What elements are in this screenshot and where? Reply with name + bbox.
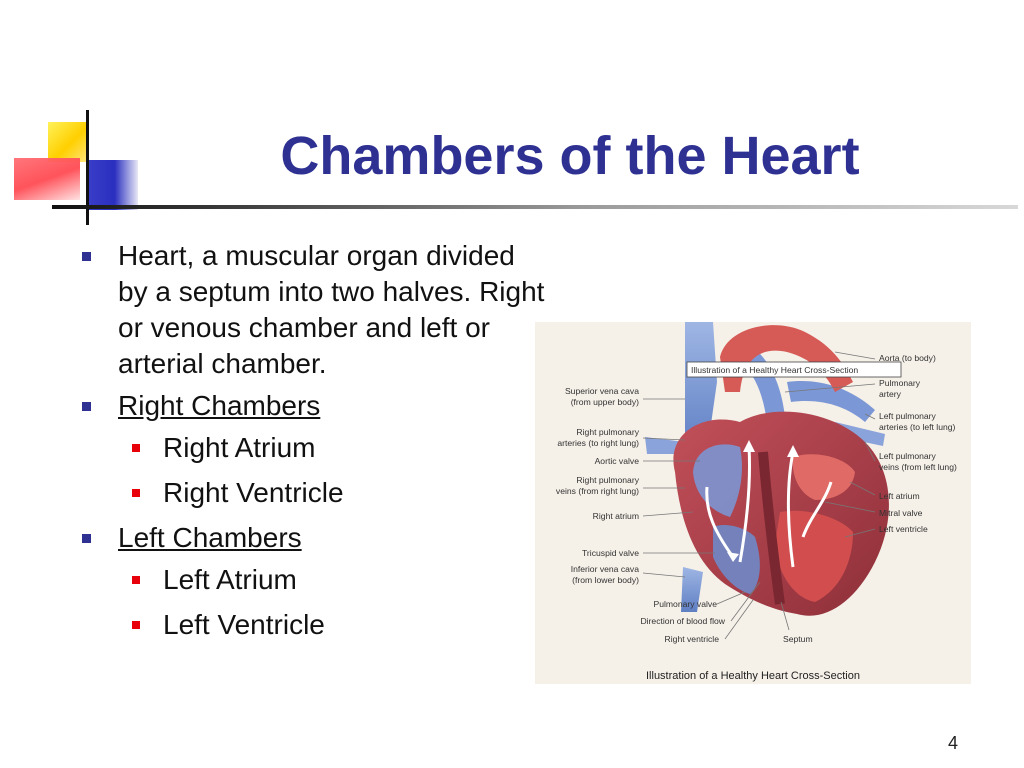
- ornament-red-square: [14, 158, 80, 200]
- label-right-atrium: Right atrium: [592, 511, 639, 521]
- inner-caption-text: Illustration of a Healthy Heart Cross-Section: [691, 365, 859, 375]
- bottom-labels: [640, 599, 725, 644]
- bullet-right-chambers: [82, 388, 552, 424]
- bullet-intro-text: Heart, a muscular organ divided by a septum into two halves. Right or venous chamber and left or arterial chamber.: [118, 240, 545, 379]
- label-right-pulmonary-arteries-sub: arteries (to right lung): [557, 438, 639, 448]
- label-septum: Septum: [783, 634, 813, 644]
- sub-bullet-marker: [132, 489, 140, 497]
- left-labels: [556, 386, 640, 585]
- slide-title: Chambers of the Heart: [280, 126, 860, 186]
- label-right-ventricle: Right ventricle: [664, 634, 719, 644]
- label-left-pulmonary-arteries: Left pulmonary: [879, 411, 936, 421]
- heart-diagram: [535, 322, 971, 684]
- sub-bullet-marker: [132, 621, 140, 629]
- sub-bullet-text: Left Atrium: [163, 564, 297, 595]
- label-left-ventricle: Left ventricle: [879, 524, 928, 534]
- sub-bullet-marker: [132, 444, 140, 452]
- label-left-atrium: Left atrium: [879, 491, 920, 501]
- label-direction-of-blood-flow: Direction of blood flow: [640, 616, 725, 626]
- sub-bullet-left-atrium: [82, 562, 552, 598]
- bullet-left-chambers: [82, 520, 552, 556]
- sub-bullet-text: Left Ventricle: [163, 609, 325, 640]
- heart-cross-section-figure: [535, 322, 971, 684]
- label-left-pulmonary-arteries-sub: arteries (to left lung): [879, 422, 956, 432]
- sub-bullet-left-ventricle: [82, 607, 552, 643]
- bullet-marker: [82, 252, 91, 261]
- sub-bullet-text: Right Ventricle: [163, 477, 344, 508]
- label-superior-vena-cava: Superior vena cava: [564, 386, 639, 396]
- label-inferior-vena-cava: Inferior vena cava: [570, 564, 639, 574]
- bullet-list: [82, 238, 552, 652]
- aorta-shape: [720, 325, 853, 392]
- right-chambers-heading: Right Chambers: [118, 390, 321, 421]
- sub-bullet-right-ventricle: [82, 475, 552, 511]
- ornament-yellow-square: [48, 122, 88, 162]
- label-tricuspid-valve: Tricuspid valve: [582, 548, 639, 558]
- bullet-marker: [82, 402, 91, 411]
- page-number: 4: [948, 733, 959, 753]
- left-chambers-heading: Left Chambers: [118, 522, 302, 553]
- label-aorta: Aorta (to body): [879, 353, 936, 363]
- label-right-pulmonary-veins-sub: veins (from right lung): [555, 486, 639, 496]
- right-labels: [879, 353, 957, 534]
- figure-caption: Illustration of a Healthy Heart Cross-Section: [646, 670, 860, 682]
- label-pulmonary-valve: Pulmonary valve: [653, 599, 717, 609]
- ornament-blue-square: [86, 160, 138, 210]
- label-pulmonary-artery: Pulmonary: [879, 378, 921, 388]
- bullet-marker: [82, 534, 91, 543]
- title-ornament: [0, 0, 160, 240]
- label-pulmonary-artery-sub: artery: [879, 389, 901, 399]
- sub-bullet-right-atrium: [82, 430, 552, 466]
- label-aortic-valve: Aortic valve: [594, 456, 639, 466]
- label-superior-vena-cava-sub: (from upper body): [570, 397, 639, 407]
- sub-bullet-text: Right Atrium: [163, 432, 316, 463]
- label-mitral-valve: Mitral valve: [879, 508, 923, 518]
- bullet-intro: [82, 238, 552, 382]
- label-left-pulmonary-veins: Left pulmonary: [879, 451, 936, 461]
- label-left-pulmonary-veins-sub: veins (from left lung): [879, 462, 957, 472]
- sub-bullet-marker: [132, 576, 140, 584]
- label-right-pulmonary-veins: Right pulmonary: [576, 475, 639, 485]
- label-right-pulmonary-arteries: Right pulmonary: [576, 427, 639, 437]
- title-underline-rule: [52, 205, 1018, 209]
- label-inferior-vena-cava-sub: (from lower body): [572, 575, 639, 585]
